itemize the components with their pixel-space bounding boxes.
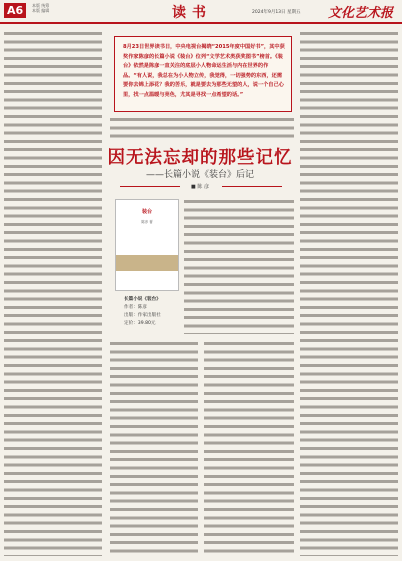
- edition-info: [32, 3, 49, 13]
- page-number: A6: [4, 3, 26, 18]
- left-column-text: [4, 30, 102, 556]
- cover-author: 陈彦 著: [141, 220, 153, 224]
- book-title: 长篇小说《装台》: [124, 297, 161, 302]
- middle-column-text-bottom-right: [204, 340, 294, 556]
- page-header: [0, 0, 402, 24]
- issue-date: 2024年9月13日 星期五: [252, 10, 301, 15]
- book-price: 定价：39.80元: [124, 321, 156, 326]
- book-info: [124, 296, 161, 328]
- right-column-text: [300, 30, 398, 556]
- cover-title: 装台: [141, 209, 152, 215]
- edition-line: 本版 统筹: [32, 3, 50, 8]
- article-subtitle: ——长篇小说《装台》后记: [145, 170, 254, 180]
- middle-column-text-top: [110, 116, 294, 140]
- book-cover-image: [115, 199, 179, 291]
- intro-box: [114, 36, 292, 112]
- article-author: ■ 陈 彦: [191, 184, 209, 190]
- intro-text: 8月23日世界读书日，中央电视台揭晓“2015年度中国好书”，其中获奖作家陈彦的长篇小说《装台》位列“文学艺术类获奖图书”榜首。《装台》依然是陈彦一直关注的底层小人物命运生活与内在世界的作品。“有人说，我总在为小人物立传，我觉得，一切强势的东西，还需要你去锦上添花？我的苦乐，就是要去为那些无望的人，说一个自己心里，找一点温暖与亮色，尤其是寻找一点希望的话。”: [123, 44, 285, 98]
- middle-column-text-bottom-left: [110, 340, 198, 556]
- section-title: 读书: [172, 5, 212, 21]
- middle-column-text-beside-cover: [184, 198, 294, 334]
- book-author: 作者：陈彦: [124, 305, 147, 310]
- book-publisher: 出版：作家出版社: [124, 313, 161, 318]
- edition-line: 本版 编辑: [32, 8, 50, 13]
- author-rule-right: [222, 186, 282, 187]
- newspaper-masthead: 文化艺术报: [328, 6, 394, 21]
- cover-band: [116, 255, 178, 271]
- article-title: 因无法忘却的那些记忆: [107, 148, 293, 168]
